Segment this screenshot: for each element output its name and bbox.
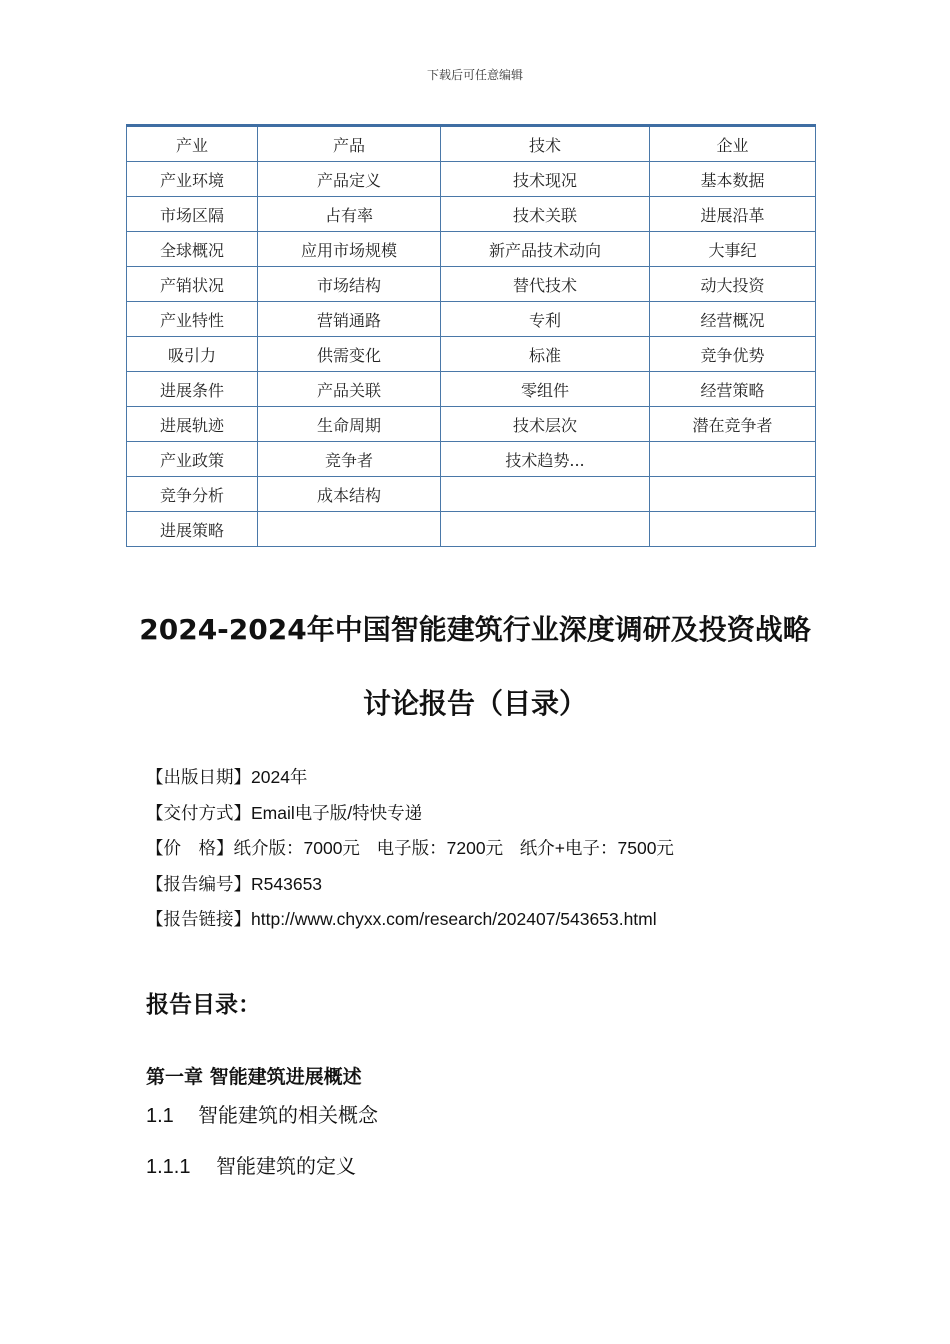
table-cell: 新产品技术动向 xyxy=(441,232,650,267)
table-header-cell: 企业 xyxy=(650,126,816,162)
table-cell: 经营概况 xyxy=(650,302,816,337)
table-cell: 进展条件 xyxy=(127,372,258,407)
report-title-line-1: 2024-2024年中国智能建筑行业深度调研及投资战略 xyxy=(139,613,811,646)
table-cell: 潜在竞争者 xyxy=(650,407,816,442)
table-cell: 动大投资 xyxy=(650,267,816,302)
table-cell: 应用市场规模 xyxy=(258,232,441,267)
meta-link xyxy=(146,904,674,940)
table-row xyxy=(127,372,816,407)
table-cell: 供需变化 xyxy=(258,337,441,372)
header-note: 下载后可任意编辑 xyxy=(426,68,523,82)
meta-price-both: 纸介+电子：7500元 xyxy=(519,838,674,858)
meta-code-value: R543653 xyxy=(251,873,323,894)
table-row xyxy=(127,477,816,512)
table-header-row xyxy=(127,126,816,162)
table-cell: 标准 xyxy=(441,337,650,372)
table-cell: 成本结构 xyxy=(258,477,441,512)
meta-price-paper: 纸介版：7000元 xyxy=(233,838,360,858)
table-row xyxy=(127,337,816,372)
table-cell xyxy=(650,477,816,512)
report-meta xyxy=(146,762,674,940)
meta-price-electronic: 电子版：7200元 xyxy=(376,838,504,858)
meta-code-label: 【报告编号】 xyxy=(146,874,251,895)
table-cell: 产销状况 xyxy=(127,267,258,302)
table-cell: 营销通路 xyxy=(258,302,441,337)
meta-date xyxy=(146,762,674,798)
report-title-line-2: 讨论报告（目录） xyxy=(362,687,587,720)
table-row xyxy=(127,442,816,477)
table-cell xyxy=(650,442,816,477)
table-cell: 产品关联 xyxy=(258,372,441,407)
table-cell: 进展策略 xyxy=(127,512,258,547)
table-cell: 市场区隔 xyxy=(127,197,258,232)
meta-price-label: 【价 格】 xyxy=(146,839,234,859)
table-row xyxy=(127,197,816,232)
meta-delivery-label: 【交付方式】 xyxy=(146,803,251,824)
table-cell: 生命周期 xyxy=(258,407,441,442)
toc-item-number: 1.1.1 xyxy=(146,1156,191,1178)
meta-link-label: 【报告链接】 xyxy=(146,910,251,930)
meta-date-value: 2024年 xyxy=(251,767,308,787)
toc-item xyxy=(146,1150,356,1179)
table-header-cell: 产品 xyxy=(258,126,441,162)
table-cell: 零组件 xyxy=(441,372,650,407)
table-row xyxy=(127,232,816,267)
meta-code xyxy=(146,869,674,905)
table-row xyxy=(127,162,816,197)
table-cell xyxy=(441,512,650,547)
meta-delivery xyxy=(146,798,674,834)
table-cell xyxy=(258,512,441,547)
toc-item-title: 智能建筑的定义 xyxy=(216,1154,356,1178)
table-row xyxy=(127,512,816,547)
table-cell: 产品定义 xyxy=(258,162,441,197)
table-cell: 进展轨迹 xyxy=(127,407,258,442)
table-cell xyxy=(650,512,816,547)
report-link[interactable]: http://www.chyxx.com/research/202407/543653.html xyxy=(251,909,657,929)
meta-delivery-value: Email电子版/特快专递 xyxy=(251,802,423,823)
table-cell: 技术层次 xyxy=(441,407,650,442)
table-cell: 竞争分析 xyxy=(127,477,258,512)
table-cell: 大事纪 xyxy=(650,232,816,267)
table-cell: 吸引力 xyxy=(127,337,258,372)
table-cell: 经营策略 xyxy=(650,372,816,407)
meta-date-label: 【出版日期】 xyxy=(146,768,251,788)
toc-heading: 报告目录： xyxy=(146,992,261,1018)
table-cell: 全球概况 xyxy=(127,232,258,267)
table-row xyxy=(127,302,816,337)
toc-item-title: 智能建筑的相关概念 xyxy=(198,1103,378,1127)
table-cell: 基本数据 xyxy=(650,162,816,197)
table-cell: 技术现况 xyxy=(441,162,650,197)
table-cell: 竞争者 xyxy=(258,442,441,477)
table-header-cell: 产业 xyxy=(127,126,258,162)
toc-item-number: 1.1 xyxy=(146,1105,174,1127)
table-cell: 产业政策 xyxy=(127,442,258,477)
table-cell: 占有率 xyxy=(258,197,441,232)
toc-chapter-1: 第一章 智能建筑进展概述 xyxy=(146,1066,362,1088)
toc-item xyxy=(146,1099,378,1128)
table-cell: 技术关联 xyxy=(441,197,650,232)
table-row xyxy=(127,407,816,442)
table-cell xyxy=(441,477,650,512)
table-cell: 市场结构 xyxy=(258,267,441,302)
meta-price xyxy=(146,833,674,869)
table-row xyxy=(127,267,816,302)
table-cell: 专利 xyxy=(441,302,650,337)
table-cell: 技术趋势... xyxy=(441,442,650,477)
table-cell: 替代技术 xyxy=(441,267,650,302)
table-cell: 进展沿革 xyxy=(650,197,816,232)
table-cell: 产业特性 xyxy=(127,302,258,337)
table-cell: 竞争优势 xyxy=(650,337,816,372)
table-body xyxy=(127,126,816,547)
industry-framework-table xyxy=(126,124,816,547)
table-cell: 产业环境 xyxy=(127,162,258,197)
table-header-cell: 技术 xyxy=(441,126,650,162)
